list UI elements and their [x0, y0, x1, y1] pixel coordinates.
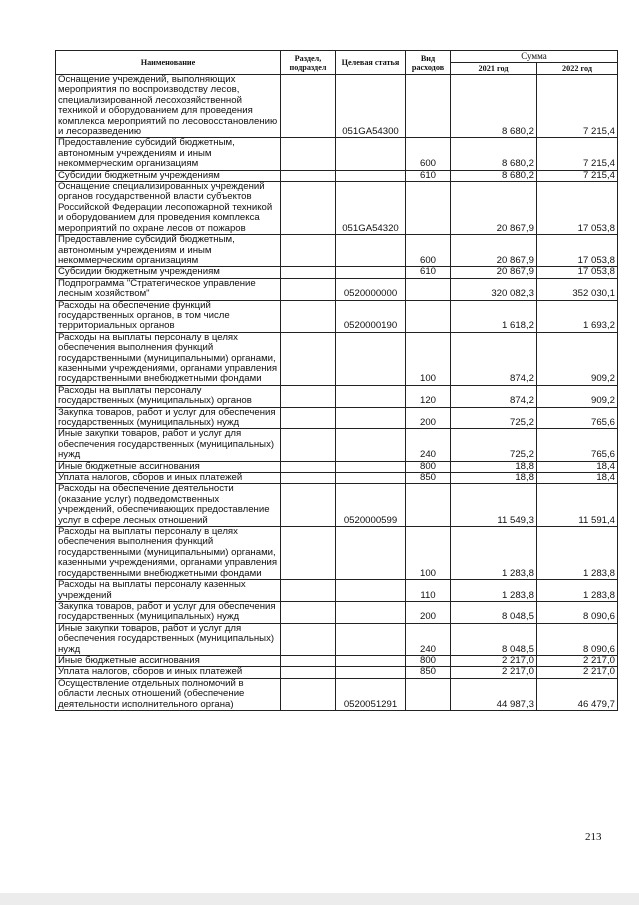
row-type: [406, 678, 451, 710]
table-row: [56, 429, 618, 461]
row-sum-2022: 909,2: [537, 385, 618, 407]
row-section: [281, 138, 336, 170]
row-name: Уплата налогов, сборов и иных платежей: [56, 667, 281, 678]
table-row: [56, 473, 618, 484]
row-section: [281, 332, 336, 385]
header-section: Раздел, подраздел: [281, 51, 336, 75]
row-section: [281, 170, 336, 181]
row-sum-2021: 874,2: [451, 332, 537, 385]
row-type: 110: [406, 580, 451, 602]
row-target: [336, 623, 406, 655]
header-2021: 2021 год: [451, 63, 537, 75]
row-section: [281, 601, 336, 623]
row-sum-2022: 765,6: [537, 429, 618, 461]
row-sum-2021: 8 680,2: [451, 138, 537, 170]
table-row: [56, 75, 618, 138]
row-sum-2021: 1 283,8: [451, 580, 537, 602]
row-sum-2022: 2 217,0: [537, 667, 618, 678]
row-target: [336, 429, 406, 461]
row-section: [281, 385, 336, 407]
row-sum-2022: 17 053,8: [537, 235, 618, 267]
row-sum-2021: 20 867,9: [451, 235, 537, 267]
row-sum-2021: 874,2: [451, 385, 537, 407]
row-target: 0520000190: [336, 300, 406, 332]
row-target: [336, 473, 406, 484]
scan-edge: [0, 893, 639, 905]
row-type: [406, 278, 451, 300]
row-section: [281, 678, 336, 710]
row-section: [281, 527, 336, 580]
table-row: [56, 601, 618, 623]
table-row: [56, 170, 618, 181]
row-sum-2021: 18,8: [451, 473, 537, 484]
row-name: Иные бюджетные ассигнования: [56, 655, 281, 666]
row-target: [336, 527, 406, 580]
row-type: 100: [406, 332, 451, 385]
row-type: 240: [406, 429, 451, 461]
row-type: 600: [406, 235, 451, 267]
row-name: Иные закупки товаров, работ и услуг для обеспечения государственных (муниципальных) нужд: [56, 429, 281, 461]
row-target: [336, 332, 406, 385]
row-target: 0520000000: [336, 278, 406, 300]
row-name: Закупка товаров, работ и услуг для обеспечения государственных (муниципальных) нужд: [56, 407, 281, 429]
row-sum-2021: 1 618,2: [451, 300, 537, 332]
row-sum-2022: 17 053,8: [537, 267, 618, 278]
row-sum-2022: 46 479,7: [537, 678, 618, 710]
row-section: [281, 300, 336, 332]
row-type: 200: [406, 407, 451, 429]
header-type: Вид расходов: [406, 51, 451, 75]
row-name: Расходы на выплаты персоналу казенных учреждений: [56, 580, 281, 602]
table-row: [56, 278, 618, 300]
row-section: [281, 278, 336, 300]
row-section: [281, 267, 336, 278]
row-target: 051GA54300: [336, 75, 406, 138]
row-name: Субсидии бюджетным учреждениям: [56, 267, 281, 278]
table-row: [56, 182, 618, 235]
row-sum-2021: 1 283,8: [451, 527, 537, 580]
row-sum-2022: 1 283,8: [537, 580, 618, 602]
table-row: [56, 300, 618, 332]
row-sum-2022: 18,4: [537, 461, 618, 472]
table-row: [56, 580, 618, 602]
row-sum-2022: 17 053,8: [537, 182, 618, 235]
row-sum-2021: 8 048,5: [451, 601, 537, 623]
row-sum-2021: 20 867,9: [451, 267, 537, 278]
table-row: [56, 527, 618, 580]
table-row: [56, 407, 618, 429]
row-name: Расходы на обеспечение деятельности (оказание услуг) подведомственных учреждений, обеспечивающих предоставление услуг в сфере лесных отношений: [56, 484, 281, 527]
row-name: Расходы на обеспечение функций государственных органов, в том числе территориальных органов: [56, 300, 281, 332]
table-row: [56, 385, 618, 407]
table-body: [56, 75, 618, 711]
row-name: Расходы на выплаты персоналу в целях обеспечения выполнения функций государственными (муниципальными) органами, казенными учреждениями, органами управления государственными внебюджетными фондами: [56, 527, 281, 580]
row-sum-2021: 44 987,3: [451, 678, 537, 710]
row-sum-2022: 11 591,4: [537, 484, 618, 527]
row-type: [406, 182, 451, 235]
row-section: [281, 580, 336, 602]
row-type: 100: [406, 527, 451, 580]
row-target: [336, 461, 406, 472]
row-name: Оснащение специализированных учреждений органов государственной власти субъектов Российской Федерации лесопожарной техникой и оборудованием для проведения комплекса мероприятий по охране лесов от пожаров: [56, 182, 281, 235]
row-sum-2021: 18,8: [451, 461, 537, 472]
table-row: [56, 332, 618, 385]
row-sum-2021: 725,2: [451, 407, 537, 429]
row-sum-2022: 7 215,4: [537, 170, 618, 181]
row-section: [281, 473, 336, 484]
row-target: [336, 580, 406, 602]
row-target: 0520051291: [336, 678, 406, 710]
row-sum-2021: 2 217,0: [451, 667, 537, 678]
row-type: [406, 484, 451, 527]
row-type: 610: [406, 170, 451, 181]
row-type: 850: [406, 667, 451, 678]
row-section: [281, 667, 336, 678]
row-name: Осуществление отдельных полномочий в области лесных отношений (обеспечение деятельности исполнительного органа): [56, 678, 281, 710]
header-sum: Сумма: [451, 51, 618, 63]
row-target: [336, 407, 406, 429]
row-sum-2022: 7 215,4: [537, 75, 618, 138]
table-row: [56, 655, 618, 666]
row-name: Расходы на выплаты персоналу государственных (муниципальных) органов: [56, 385, 281, 407]
row-section: [281, 429, 336, 461]
row-section: [281, 182, 336, 235]
row-sum-2021: 320 082,3: [451, 278, 537, 300]
table-row: [56, 461, 618, 472]
row-target: [336, 655, 406, 666]
row-section: [281, 407, 336, 429]
row-sum-2021: 8 048,5: [451, 623, 537, 655]
row-target: [336, 601, 406, 623]
row-sum-2021: 725,2: [451, 429, 537, 461]
header-target: Целевая статья: [336, 51, 406, 75]
row-name: Иные закупки товаров, работ и услуг для обеспечения государственных (муниципальных) нужд: [56, 623, 281, 655]
table-row: [56, 667, 618, 678]
row-section: [281, 484, 336, 527]
row-name: Субсидии бюджетным учреждениям: [56, 170, 281, 181]
table-row: [56, 623, 618, 655]
row-type: 600: [406, 138, 451, 170]
row-name: Иные бюджетные ассигнования: [56, 461, 281, 472]
row-target: [336, 267, 406, 278]
row-target: [336, 385, 406, 407]
row-name: Уплата налогов, сборов и иных платежей: [56, 473, 281, 484]
row-name: Подпрограмма "Стратегическое управление лесным хозяйством": [56, 278, 281, 300]
table-row: [56, 678, 618, 710]
row-target: [336, 667, 406, 678]
table-row: [56, 138, 618, 170]
header-2022: 2022 год: [537, 63, 618, 75]
row-target: 0520000599: [336, 484, 406, 527]
row-target: [336, 235, 406, 267]
row-section: [281, 655, 336, 666]
row-sum-2021: 8 680,2: [451, 170, 537, 181]
row-section: [281, 623, 336, 655]
row-target: 051GA54320: [336, 182, 406, 235]
row-sum-2022: 2 217,0: [537, 655, 618, 666]
row-type: 610: [406, 267, 451, 278]
row-type: 800: [406, 461, 451, 472]
table-row: [56, 235, 618, 267]
row-section: [281, 235, 336, 267]
row-sum-2022: 352 030,1: [537, 278, 618, 300]
row-type: 850: [406, 473, 451, 484]
row-target: [336, 138, 406, 170]
row-sum-2021: 20 867,9: [451, 182, 537, 235]
row-type: [406, 75, 451, 138]
row-sum-2021: 8 680,2: [451, 75, 537, 138]
row-sum-2022: 1 283,8: [537, 527, 618, 580]
row-sum-2022: 18,4: [537, 473, 618, 484]
page-number: 213: [585, 831, 602, 843]
row-sum-2022: 8 090,6: [537, 623, 618, 655]
row-sum-2022: 8 090,6: [537, 601, 618, 623]
row-type: 200: [406, 601, 451, 623]
row-sum-2022: 1 693,2: [537, 300, 618, 332]
row-type: 120: [406, 385, 451, 407]
row-sum-2021: 11 549,3: [451, 484, 537, 527]
row-sum-2022: 909,2: [537, 332, 618, 385]
row-name: Оснащение учреждений, выполняющих мероприятия по воспроизводству лесов, специализированной лесохозяйственной техникой и оборудованием для проведения комплекса мероприятий по лесовосстановлению и лесоразведению: [56, 75, 281, 138]
row-name: Закупка товаров, работ и услуг для обеспечения государственных (муниципальных) нужд: [56, 601, 281, 623]
row-section: [281, 461, 336, 472]
row-sum-2022: 7 215,4: [537, 138, 618, 170]
row-target: [336, 170, 406, 181]
row-section: [281, 75, 336, 138]
header-name: Наименование: [56, 51, 281, 75]
header-row: [56, 51, 618, 63]
table-row: [56, 267, 618, 278]
row-name: Предоставление субсидий бюджетным, автономным учреждениям и иным некоммерческим организациям: [56, 235, 281, 267]
row-type: 800: [406, 655, 451, 666]
table-row: [56, 484, 618, 527]
row-sum-2022: 765,6: [537, 407, 618, 429]
row-name: Расходы на выплаты персоналу в целях обеспечения выполнения функций государственными (муниципальными) органами, казенными учреждениями, органами управления государственными внебюджетными фондами: [56, 332, 281, 385]
row-type: [406, 300, 451, 332]
row-name: Предоставление субсидий бюджетным, автономным учреждениям и иным некоммерческим организациям: [56, 138, 281, 170]
row-sum-2021: 2 217,0: [451, 655, 537, 666]
budget-table: [55, 50, 618, 711]
row-type: 240: [406, 623, 451, 655]
